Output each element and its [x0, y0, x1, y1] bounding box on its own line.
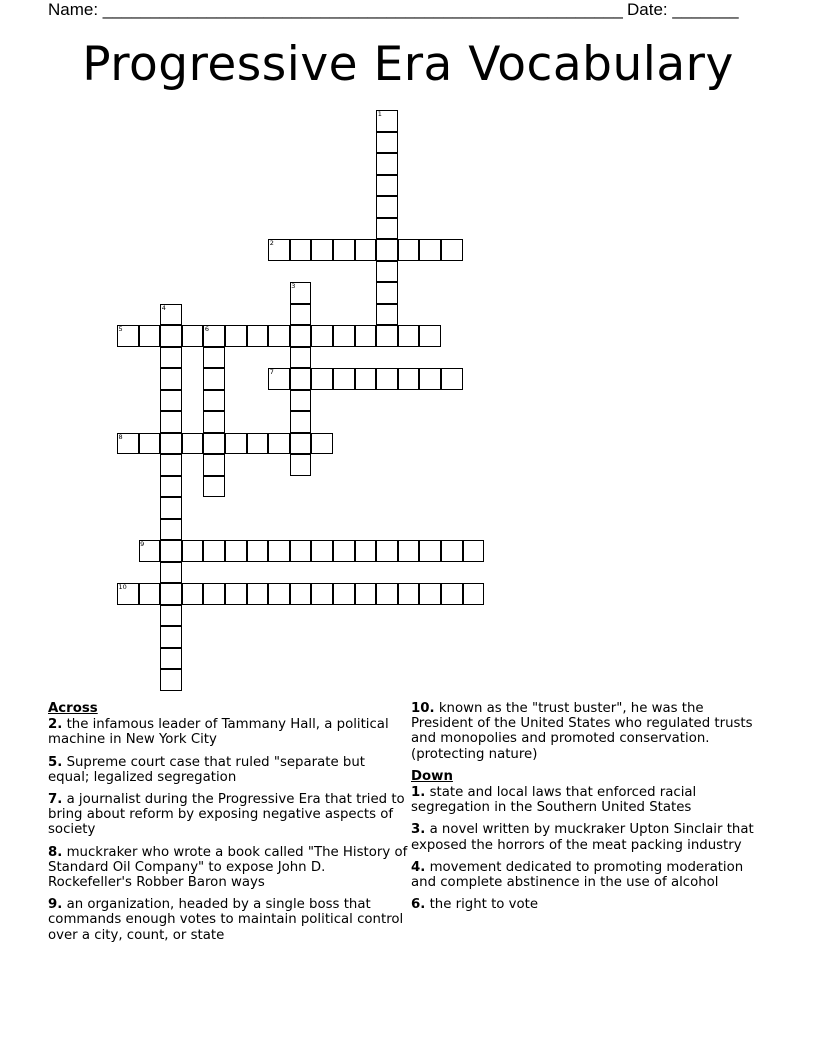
grid-cell[interactable]: [203, 390, 225, 412]
grid-cell[interactable]: [419, 368, 441, 390]
grid-cell[interactable]: [225, 540, 247, 562]
clue-down-6: 6. the right to vote: [411, 897, 539, 913]
clue-number: 2: [48, 717, 58, 733]
grid-cell[interactable]: [268, 433, 290, 455]
grid-cell[interactable]: [139, 325, 161, 347]
clue-number: 9: [48, 897, 58, 913]
clue-down-1: 1. state and local laws that enforced racial segregation in the Southern United States: [411, 785, 697, 816]
grid-cell[interactable]: [139, 583, 161, 605]
clue-number-label: 2: [269, 239, 274, 248]
grid-cell[interactable]: [290, 390, 312, 412]
grid-cell[interactable]: [290, 347, 312, 369]
grid-cell[interactable]: [160, 497, 182, 519]
grid-cell[interactable]: [203, 433, 225, 455]
grid-cell[interactable]: [139, 433, 161, 455]
clue-down-4: 4. movement dedicated to promoting moderation and complete abstinence in the use of alcohol: [411, 859, 744, 891]
clue-across-2: 2. the infamous leader of Tammany Hall, a political machine in New York City: [48, 717, 389, 748]
clues-column-left: [48, 701, 408, 950]
grid-cell[interactable]: [311, 325, 333, 347]
clue-down-3: 3. a novel written by muckraker Upton Sinclair that exposed the horrors of the meat packing industry: [411, 822, 754, 853]
grid-cell[interactable]: [398, 368, 420, 390]
grid-cell[interactable]: [268, 540, 290, 562]
grid-cell[interactable]: [333, 540, 355, 562]
grid-cell[interactable]: [376, 282, 398, 304]
clue-across-9: 9. an organization, headed by a single boss that commands enough votes to maintain political control over a city, count, or state: [48, 897, 404, 943]
grid-cell[interactable]: [376, 153, 398, 175]
grid-cell[interactable]: [160, 648, 182, 670]
grid-cell[interactable]: [160, 626, 182, 648]
grid-cell[interactable]: [290, 433, 312, 455]
clue-across-7: 7. a journalist during the Progressive Era that tried to bring about reform by exposing negative aspects of society: [48, 792, 405, 838]
grid-cell[interactable]: [160, 519, 182, 541]
grid-cell[interactable]: [160, 325, 182, 347]
clues-column-right: [411, 701, 759, 919]
grid-cell[interactable]: [333, 325, 355, 347]
grid-cell[interactable]: [355, 540, 377, 562]
clue-text: an organization, headed by a single boss that commands enough votes to maintain political control over a city, count, or state: [48, 897, 404, 943]
grid-cell[interactable]: [160, 390, 182, 412]
grid-cell[interactable]: [419, 540, 441, 562]
grid-cell[interactable]: [160, 540, 182, 562]
grid-cell[interactable]: [376, 132, 398, 154]
clue-across-10: 10. known as the "trust buster", he was the President of the United States who regulated trusts and monopolies and promoted conservation.(protecting nature): [411, 701, 753, 762]
clue-text: movement dedicated to promoting moderation and complete abstinence in the use of alcohol: [411, 859, 744, 891]
grid-cell[interactable]: [290, 239, 312, 261]
grid-cell[interactable]: [203, 540, 225, 562]
grid-cell[interactable]: [290, 368, 312, 390]
grid-cell[interactable]: [355, 583, 377, 605]
grid-cell[interactable]: [398, 325, 420, 347]
grid-cell[interactable]: [355, 325, 377, 347]
grid-cell[interactable]: [160, 605, 182, 627]
name-field[interactable]: Name: _______________________________________________________: [48, 0, 623, 19]
grid-cell[interactable]: [290, 540, 312, 562]
grid-cell[interactable]: [376, 540, 398, 562]
clue-number-label: 4: [161, 303, 166, 312]
grid-cell[interactable]: [160, 347, 182, 369]
clue-number-label: 8: [118, 432, 123, 441]
grid-cell[interactable]: [419, 325, 441, 347]
grid-cell[interactable]: [290, 583, 312, 605]
grid-cell[interactable]: [333, 368, 355, 390]
clue-number-label: 1: [377, 110, 382, 119]
clue-text: a journalist during the Progressive Era that tried to bring about reform by exposing negative aspects of society: [48, 792, 405, 838]
grid-cell[interactable]: [182, 540, 204, 562]
grid-cell[interactable]: [160, 583, 182, 605]
grid-cell[interactable]: [355, 368, 377, 390]
clue-text: Supreme court case that ruled "separate but equal; legalized segregation: [48, 754, 365, 785]
grid-cell[interactable]: [160, 669, 182, 691]
down-heading: Down: [411, 768, 453, 784]
clue-number: 8: [48, 844, 58, 860]
grid-cell[interactable]: [290, 325, 312, 347]
grid-cell[interactable]: [376, 218, 398, 240]
grid-cell[interactable]: [247, 583, 269, 605]
clue-number-label: 3: [291, 282, 296, 291]
grid-cell[interactable]: [419, 583, 441, 605]
grid-cell[interactable]: [203, 583, 225, 605]
clue-text: known as the "trust buster", he was the President of the United States who regulated trusts and monopolies and promoted conservation.(protecting nature): [411, 701, 753, 762]
grid-cell[interactable]: [441, 239, 463, 261]
grid-cell[interactable]: [160, 433, 182, 455]
grid-cell[interactable]: [225, 433, 247, 455]
grid-cell[interactable]: [333, 239, 355, 261]
grid-cell[interactable]: [160, 476, 182, 498]
clue-number-label: 10: [118, 583, 127, 592]
grid-cell[interactable]: [290, 304, 312, 326]
grid-cell[interactable]: [182, 325, 204, 347]
grid-cell[interactable]: [376, 239, 398, 261]
grid-cell[interactable]: [160, 454, 182, 476]
grid-cell[interactable]: [441, 368, 463, 390]
clue-text: the infamous leader of Tammany Hall, a political machine in New York City: [48, 717, 389, 748]
grid-cell[interactable]: [203, 454, 225, 476]
grid-cell[interactable]: [203, 368, 225, 390]
grid-cell[interactable]: [182, 583, 204, 605]
grid-cell[interactable]: [419, 239, 441, 261]
grid-cell[interactable]: [376, 261, 398, 283]
clue-number: 6: [411, 897, 421, 913]
grid-cell[interactable]: [441, 583, 463, 605]
clue-number: 7: [48, 792, 58, 808]
clue-number-label: 5: [118, 325, 123, 334]
grid-cell[interactable]: [376, 304, 398, 326]
clue-text: state and local laws that enforced racial segregation in the Southern United States: [411, 785, 697, 816]
grid-cell[interactable]: [398, 583, 420, 605]
clue-number-label: 9: [140, 540, 145, 549]
clue-text: a novel written by muckraker Upton Sinclair that exposed the horrors of the meat packing industry: [411, 822, 754, 853]
grid-cell[interactable]: [203, 347, 225, 369]
grid-cell[interactable]: [333, 583, 355, 605]
date-field[interactable]: Date: _______: [627, 0, 739, 19]
clue-across-5: 5. Supreme court case that ruled "separate but equal; legalized segregation: [48, 754, 365, 785]
clue-number: 5: [48, 754, 58, 770]
grid-cell[interactable]: [225, 325, 247, 347]
grid-cell[interactable]: [398, 239, 420, 261]
clue-number-label: 7: [269, 368, 274, 377]
clue-number: 1: [411, 785, 421, 801]
grid-cell[interactable]: [290, 411, 312, 433]
grid-cell[interactable]: [311, 433, 333, 455]
clue-number-label: 6: [204, 325, 210, 334]
grid-cell[interactable]: [463, 540, 485, 562]
grid-cell[interactable]: [441, 540, 463, 562]
grid-cell[interactable]: [160, 562, 182, 584]
grid-cell[interactable]: [247, 325, 269, 347]
grid-cell[interactable]: [225, 583, 247, 605]
grid-cell[interactable]: [160, 368, 182, 390]
grid-cell[interactable]: [247, 433, 269, 455]
across-heading: Across: [48, 701, 98, 716]
grid-cell[interactable]: [376, 325, 398, 347]
clue-text: muckraker who wrote a book called "The History of Standard Oil Company" to expose John D. Rockefeller's Robber Baron ways: [48, 844, 408, 891]
grid-cell[interactable]: [160, 411, 182, 433]
grid-cell[interactable]: [376, 196, 398, 218]
grid-cell[interactable]: [311, 239, 333, 261]
grid-cell[interactable]: [398, 540, 420, 562]
grid-cell[interactable]: [268, 325, 290, 347]
grid-cell[interactable]: [311, 368, 333, 390]
grid-cell[interactable]: [376, 368, 398, 390]
clue-number: 3: [411, 822, 421, 838]
grid-cell[interactable]: [311, 583, 333, 605]
grid-cell[interactable]: [355, 239, 377, 261]
grid-cell[interactable]: [247, 540, 269, 562]
grid-cell[interactable]: [311, 540, 333, 562]
clue-number: 10: [411, 701, 430, 716]
clue-across-8: 8. muckraker who wrote a book called "The History of Standard Oil Company" to expose John D. Rockefeller's Robber Baron ways: [48, 844, 408, 891]
grid-cell[interactable]: [376, 175, 398, 197]
grid-cell[interactable]: [376, 583, 398, 605]
grid-cell[interactable]: [268, 583, 290, 605]
grid-cell[interactable]: [203, 411, 225, 433]
grid-cell[interactable]: [290, 454, 312, 476]
grid-cell[interactable]: [463, 583, 485, 605]
clue-number: 4: [411, 859, 421, 875]
grid-cell[interactable]: [203, 476, 225, 498]
grid-cell[interactable]: [182, 433, 204, 455]
worksheet-title: Progressive Era Vocabulary: [82, 37, 734, 92]
clue-text: the right to vote: [429, 897, 539, 913]
